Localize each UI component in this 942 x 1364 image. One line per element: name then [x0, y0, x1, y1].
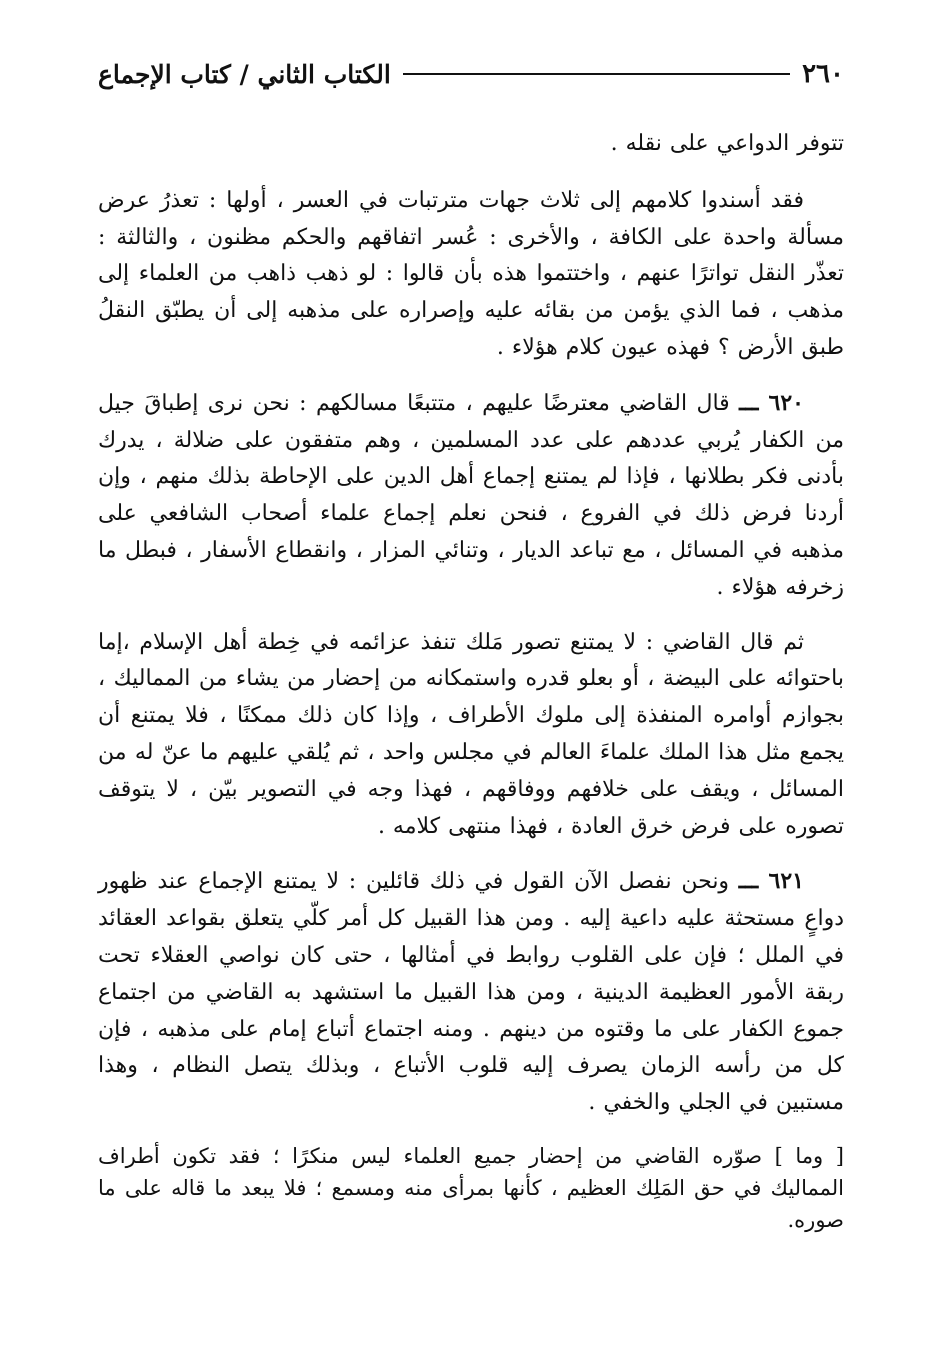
paragraph — [98, 625, 844, 846]
page-body — [98, 126, 844, 1236]
page-number: ٢٦٠ — [802, 59, 844, 89]
paragraph — [98, 385, 844, 607]
paragraph-text: ثم قال القاضي : لا يمتنع تصور مَلك تنفذ عزائمه في خِطة أهل الإسلام ،إما باحتوائه على البيضة ، أو بعلو قدره واستمكانه من إحضار من يشاء من المماليك ، بجوازم أوامره المنفذة إلى ملوك الأطراف ، وإذا كان ذلك ممكنًا ، فلا يمتنع أن يجمع مثل هذا الملك علماءَ العالم في مجلس واحد ، ثم يُلقي عليهم ما عنّ له من المسائل ، ويقف على خلافهم ووفاقهم ، فهذا وجه في التصوير بيّن ، لا يتوقف تصوره على فرض خرق العادة ، فهذا منتهى كلامه . — [98, 629, 844, 839]
paragraph — [98, 183, 844, 367]
paragraph-text: ونحن نفصل الآن القول في ذلك قائلين : لا يمتنع الإجماع عند ظهور دواعٍ مستحثة عليه داعية إليه . ومن هذا القبيل كل أمر كلّي يتعلق بقواعد العقائد في الملل ؛ فإن على القلوب روابط في أمثالها ، حتى كان نواصي العقلاء تحت ربقة الأمور العظيمة الدينية ، ومن هذا القبيل ما استشهد به القاضي من اجتماع جموع الكفار على ما وقتوه من دينهم . ومنه اجتماع أتباع إمام على مذهبه ، فإن كل من رأسه الزمان يصرف إليه قلوب الأتباع ، وبذلك يتصل النظام ، وهذا مستبين في الجلي والخفي . — [98, 869, 844, 1116]
paragraph — [98, 863, 844, 1122]
section-number: ٦٢٠ ـــ — [739, 389, 804, 416]
paragraph — [98, 1140, 844, 1236]
running-title: الكتاب الثاني / كتاب الإجماع — [98, 59, 391, 89]
section-number: ٦٢١ ـــ — [738, 868, 804, 895]
paragraph — [98, 126, 844, 163]
paragraph-text: [ وما ] صوّره القاضي من إحضار جميع العلماء ليس منكرًا ؛ فقد تكون أطراف المماليك في حق المَلِك العظيم ، كأنها بمرأى منه ومسمع ؛ فلا يبعد ما قاله على ما صوره. — [98, 1143, 844, 1232]
paragraph-text: قال القاضي معترضًا عليهم ، متتبعًا مسالكهم : نحن نرى إطباقَ جيل من الكفار يُربي عددهم على عدد المسلمين ، وهم متفقون على ضلالة ، يدرك بأدنى فكر بطلانها ، فإذا لم يمتنع إجماع أهل الدين على الإحاطة بذلك منهم ، وإن أردنا فرض ذلك في الفروع ، فنحن نعلم إجماع علماء أصحاب الشافعي على مذهبه في المسائل ، مع تباعد الديار ، وتنائي المزار ، وانقطاع الأسفار ، فبطل ما زخرفه هؤلاء . — [98, 390, 844, 600]
paragraph-text: تتوفر الدواعي على نقله . — [610, 131, 844, 156]
paragraph-text: فقد أسندوا كلامهم إلى ثلاث جهات مترتبات في العسر ، أولها : تعذرُ عرض مسألة واحدة على الكافة ، والأخرى : عُسر اتفاقهم والحكم مظنون ، والثالثة : تعذّر النقل تواترًا عنهم ، واختتموا هذه بأن قالوا : لو ذهب ذاهب من العلماء إلى مذهب ، فما الذي يؤمن من بقائه عليه وإصراره على مذهبه إلى أن يطبّق النقلُ طبق الأرض ؟ فهذه عيون كلام هؤلاء . — [98, 187, 844, 360]
header-rule — [403, 73, 790, 75]
page-header — [98, 52, 844, 96]
